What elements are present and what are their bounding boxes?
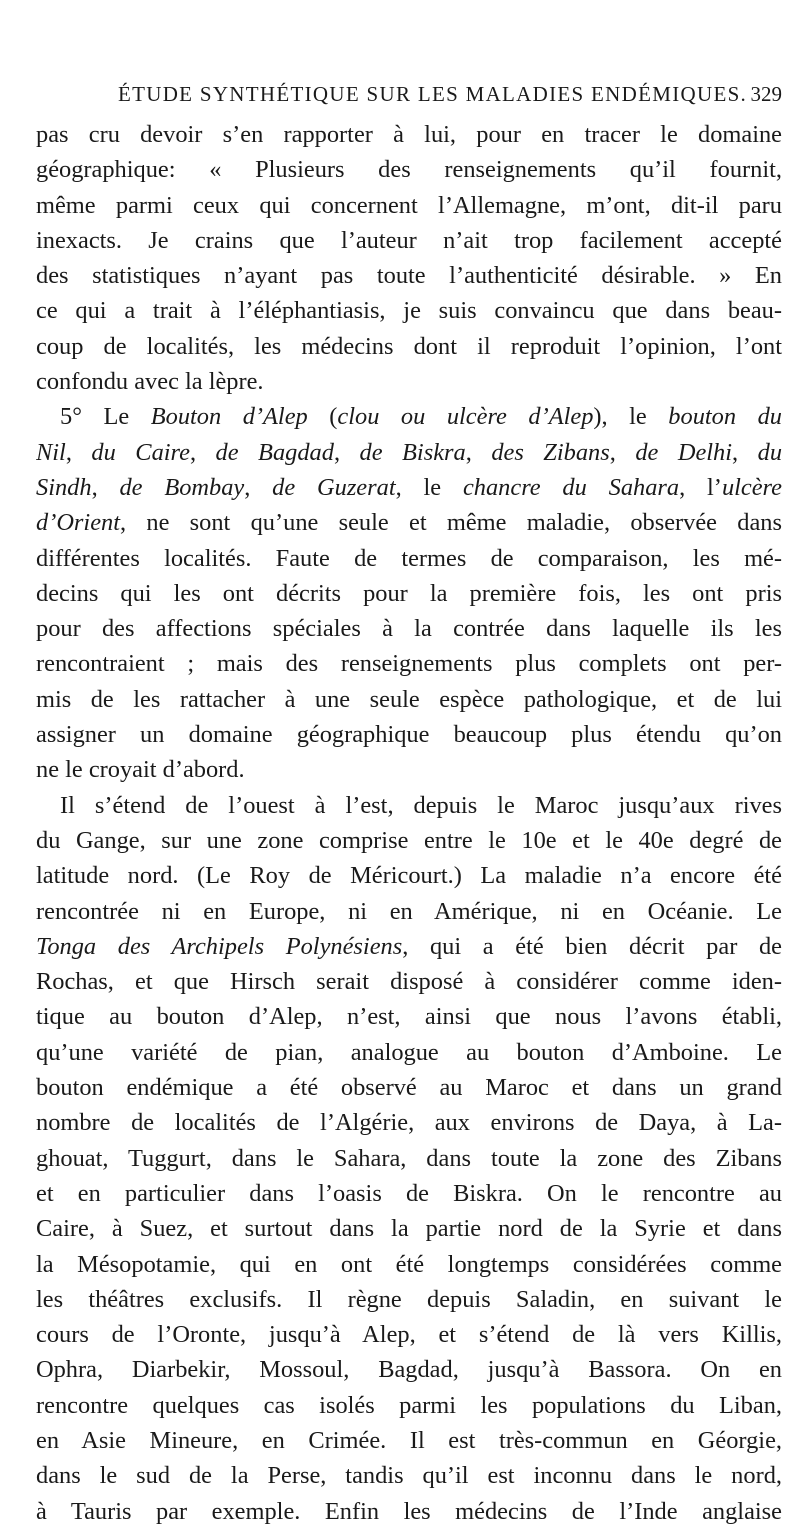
text-run: géographique: « Plusieurs des renseignements qu’il fournit,	[36, 156, 782, 184]
text-run: , l’	[679, 473, 722, 501]
text-run: (	[307, 403, 338, 431]
text-run: ,	[732, 438, 758, 466]
text-run: Rochas, et que Hirsch serait disposé à considérer comme iden-	[36, 968, 782, 996]
text-line	[36, 1035, 782, 1070]
text-line	[36, 188, 782, 223]
italic-run: du Caire	[91, 438, 190, 466]
text-run: et en particulier dans l’oasis de Biskra. On le rencontre au	[36, 1179, 782, 1207]
text-run: decins qui les ont décrits pour la première fois, les ont pris	[36, 579, 782, 607]
text-line	[36, 788, 782, 823]
text-line	[36, 717, 782, 752]
text-run: ,	[91, 473, 120, 501]
text-run: la Mésopotamie, qui en ont été longtemps considérées comme	[36, 1250, 782, 1278]
text-line	[36, 470, 782, 505]
italic-run: Tonga des Archipels Polynésiens	[36, 932, 403, 960]
text-run: Caire, à Suez, et surtout dans la partie nord de la Syrie et dans	[36, 1215, 782, 1243]
text-line	[36, 999, 782, 1034]
text-line	[36, 929, 782, 964]
italic-run: chancre du Sahara	[462, 473, 680, 501]
text-line	[36, 611, 782, 646]
text-run: bouton endémique a été observé au Maroc et dans un grand	[36, 1074, 782, 1102]
text-run: rencontrée ni en Europe, ni en Amérique, ni en Océanie. Le	[36, 897, 782, 925]
text-line	[36, 858, 782, 893]
italic-run: de Bagdad	[215, 438, 334, 466]
text-run: 5° Le	[60, 403, 151, 431]
body-text	[36, 117, 782, 1529]
text-run: rencontraient ; mais des renseignements plus complets ont per-	[36, 650, 782, 678]
text-run: pas cru devoir s’en rapporter à lui, pour en tracer le domaine	[36, 121, 782, 148]
italic-run: du	[757, 438, 782, 466]
text-run: ,	[465, 438, 492, 466]
text-line	[36, 152, 782, 187]
text-run: du Gange, sur une zone comprise entre le 10e et le 40e degré de	[36, 826, 782, 854]
italic-run: de Bombay	[119, 473, 245, 501]
text-line	[36, 964, 782, 999]
italic-run: de Delhi	[635, 438, 733, 466]
text-line	[36, 399, 782, 434]
text-run: , le	[395, 473, 463, 501]
text-line	[36, 258, 782, 293]
text-run: des statistiques n’ayant pas toute l’authenticité désirable. » En	[36, 262, 782, 290]
page-number: 329	[750, 82, 782, 106]
text-line	[36, 1282, 782, 1317]
text-run: différentes localités. Faute de termes de comparaison, les mé-	[36, 544, 782, 572]
text-line	[36, 364, 782, 399]
text-line	[36, 576, 782, 611]
italic-run: clou ou ulcère d’Alep	[337, 403, 594, 431]
text-line	[36, 1247, 782, 1282]
text-line	[36, 1388, 782, 1423]
running-title: ÉTUDE SYNTHÉTIQUE SUR LES MALADIES ENDÉMIQUES.	[118, 82, 748, 106]
text-run: Ophra, Diarbekir, Mossoul, Bagdad, jusqu’à Bassora. On en	[36, 1356, 782, 1384]
text-run: , ne sont qu’une seule et même maladie, observée dans	[120, 509, 782, 537]
text-line	[36, 1105, 782, 1140]
text-line	[36, 823, 782, 858]
text-line	[36, 1352, 782, 1387]
italic-run: bouton du	[668, 403, 782, 431]
text-run: ne le croyait d’abord.	[36, 756, 245, 784]
italic-run: des Zibans	[491, 438, 610, 466]
text-line	[36, 1211, 782, 1246]
text-run: ,	[333, 438, 360, 466]
text-line	[36, 682, 782, 717]
text-run: nombre de localités de l’Algérie, aux environs de Daya, à La-	[36, 1109, 782, 1137]
text-run: les théâtres exclusifs. Il règne depuis Saladin, en suivant le	[36, 1285, 782, 1313]
text-run: coup de localités, les médecins dont il reproduit l’opinion, l’ont	[36, 332, 782, 360]
text-line	[36, 435, 782, 470]
text-line	[36, 293, 782, 328]
text-run: ,	[244, 473, 273, 501]
text-line	[36, 1458, 782, 1493]
text-run: dans le sud de la Perse, tandis qu’il est inconnu dans le nord,	[36, 1462, 782, 1490]
italic-run: Bouton d’Alep	[150, 403, 308, 431]
italic-run: Nil	[36, 438, 66, 466]
italic-run: de Guzerat	[272, 473, 396, 501]
text-run: inexacts. Je crains que l’auteur n’ait trop facilement accepté	[36, 226, 782, 254]
italic-run: d’Orient	[36, 509, 120, 537]
text-line	[36, 646, 782, 681]
italic-run: ulcère	[721, 473, 782, 501]
text-line	[36, 223, 782, 258]
text-run: Il s’étend de l’ouest à l’est, depuis le Maroc jusqu’aux rives	[60, 791, 782, 819]
text-line	[36, 1423, 782, 1458]
text-line	[36, 541, 782, 576]
text-line	[36, 1141, 782, 1176]
text-run: latitude nord. (Le Roy de Méricourt.) La maladie n’a encore été	[36, 862, 782, 890]
text-run: ,	[189, 438, 216, 466]
text-run: confondu avec la lèpre.	[36, 368, 264, 396]
text-run: rencontre quelques cas isolés parmi les populations du Liban,	[36, 1391, 782, 1419]
text-line	[36, 1317, 782, 1352]
text-run: tique au bouton d’Alep, n’est, ainsi que nous l’avons établi,	[36, 1003, 782, 1031]
text-run: assigner un domaine géographique beaucoup plus étendu qu’on	[36, 721, 782, 749]
text-line	[36, 1176, 782, 1211]
text-run: ,	[609, 438, 636, 466]
text-line	[36, 894, 782, 929]
text-line	[36, 1494, 782, 1529]
text-run: même parmi ceux qui concernent l’Allemagne, m’ont, dit-il paru	[36, 191, 782, 219]
italic-run: Sindh	[36, 473, 92, 501]
text-line	[36, 1070, 782, 1105]
text-run: à Tauris par exemple. Enfin les médecins de l’Inde anglaise	[36, 1497, 782, 1525]
running-header	[36, 82, 782, 112]
text-run: mis de les rattacher à une seule espèce pathologique, et de lui	[36, 685, 782, 713]
text-run: cours de l’Oronte, jusqu’à Alep, et s’étend de là vers Killis,	[36, 1321, 782, 1349]
text-run: , qui a été bien décrit par de	[402, 932, 782, 960]
text-run: ), le	[593, 403, 669, 431]
text-run: ce qui a trait à l’éléphantiasis, je suis convaincu que dans beau-	[36, 297, 782, 325]
text-line	[36, 505, 782, 540]
text-run: pour des affections spéciales à la contrée dans laquelle ils les	[36, 615, 782, 643]
text-run: en Asie Mineure, en Crimée. Il est très-commun en Géorgie,	[36, 1426, 782, 1454]
text-run: qu’une variété de pian, analogue au bouton d’Amboine. Le	[36, 1038, 782, 1066]
text-line	[36, 329, 782, 364]
text-line	[36, 752, 782, 787]
text-run: ghouat, Tuggurt, dans le Sahara, dans toute la zone des Zibans	[36, 1144, 782, 1172]
text-line	[36, 117, 782, 152]
italic-run: de Biskra	[359, 438, 466, 466]
text-run: ,	[65, 438, 92, 466]
